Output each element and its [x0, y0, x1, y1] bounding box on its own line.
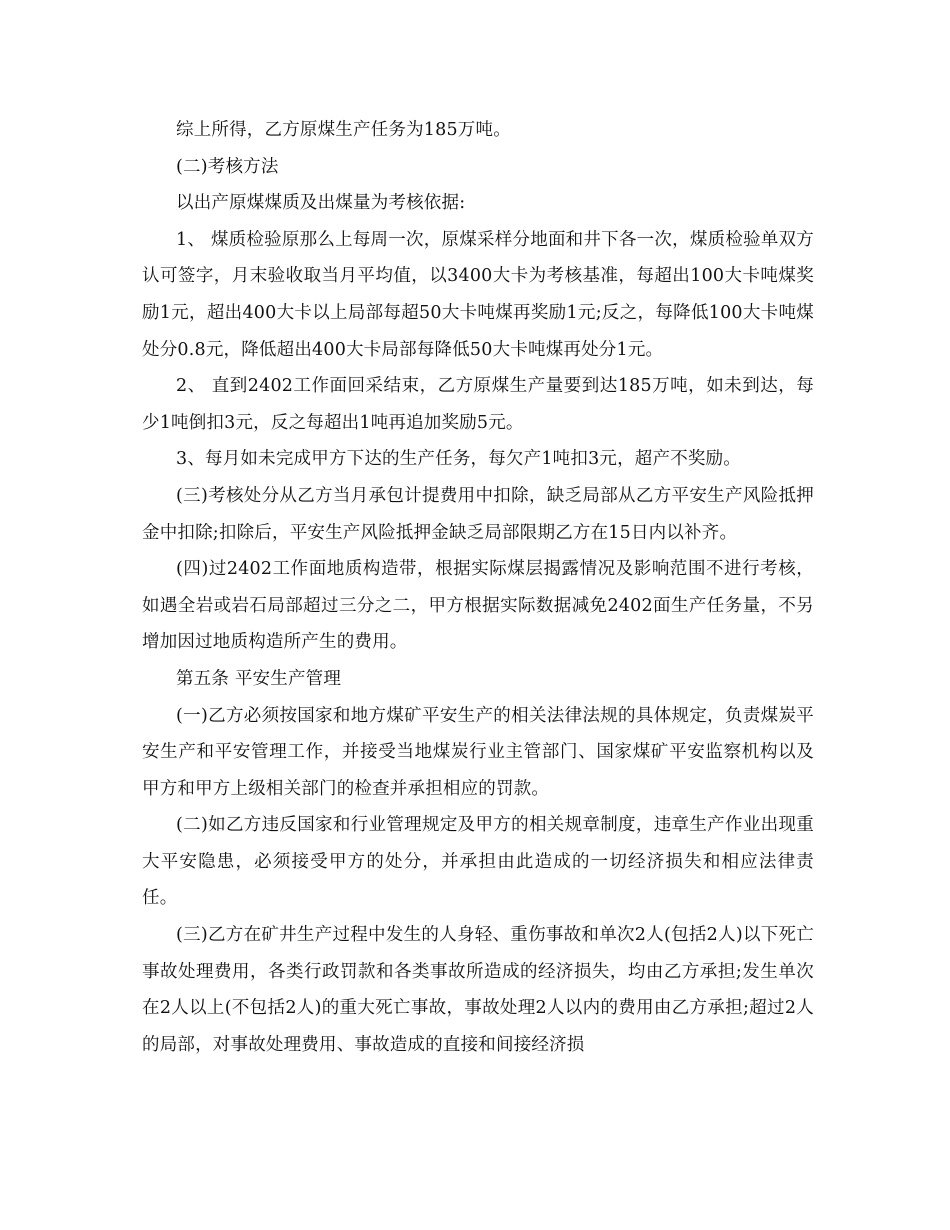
paragraph-section-4: (四)过2402工作面地质构造带，根据实际煤层揭露情况及影响范围不进行考核，如遇全岩或岩石局部超过三分之二，甲方根据实际数据减免2402面生产任务量，不另增加因过地质构造所产生的费用。	[142, 559, 814, 653]
heading-assessment-method: (二)考核方法	[176, 156, 279, 177]
paragraph-section-3: (三)考核处分从乙方当月承包计提费用中扣除，缺乏局部从乙方平安生产风险抵押金中扣除;扣除后，平安生产风险抵押金缺乏局部限期乙方在15日内以补齐。	[142, 485, 814, 543]
paragraph-safety-3: (三)乙方在矿井生产过程中发生的人身轻、重伤事故和单次2人(包括2人)以下死亡事故处理费用，各类行政罚款和各类事故所造成的经济损失，均由乙方承担;发生单次在2人以上(不包括2人)的重大死亡事故，事故处理2人以内的费用由乙方承担;超过2人的局部，对事故处理费用、事故造成的直接和间接经济损	[142, 925, 814, 1055]
paragraph-summary: 综上所得，乙方原煤生产任务为185万吨。	[176, 120, 511, 140]
paragraph-assessment-basis: 以出产原煤煤质及出煤量为考核依据:	[176, 193, 466, 214]
heading-article-5: 第五条 平安生产管理	[176, 668, 342, 689]
paragraph-safety-1: (一)乙方必须按国家和地方煤矿平安生产的相关法律法规的具体规定，负责煤炭平安生产和平安管理工作，并接受当地煤炭行业主管部门、国家煤矿平安监察机构以及甲方和甲方上级相关部门的检查并承担相应的罚款。	[142, 705, 814, 799]
paragraph-item-2: 2、 直到2402工作面回采结束，乙方原煤生产量要到达185万吨，如未到达，每少1吨倒扣3元，反之每超出1吨再追加奖励5元。	[142, 376, 814, 433]
paragraph-safety-2: (二)如乙方违反国家和行业管理规定及甲方的相关规章制度，违章生产作业出现重大平安隐患，必须接受甲方的处分，并承担由此造成的一切经济损失和相应法律责任。	[142, 815, 814, 909]
paragraph-item-3: 3、每月如未完成甲方下达的生产任务，每欠产1吨扣3元，超产不奖励。	[176, 449, 741, 470]
document-body	[142, 112, 814, 1063]
paragraph-item-1: 1、 煤质检验原那么上每周一次，原煤采样分地面和井下各一次，煤质检验单双方认可签字，月末验收取当月平均值，以3400大卡为考核基准，每超出100大卡吨煤奖励1元，超出400大卡以上局部每超50大卡吨煤再奖励1元;反之，每降低100大卡吨煤处分0.8元，降低超出400大卡局部每降低50大卡吨煤再处分1元。	[142, 229, 814, 360]
